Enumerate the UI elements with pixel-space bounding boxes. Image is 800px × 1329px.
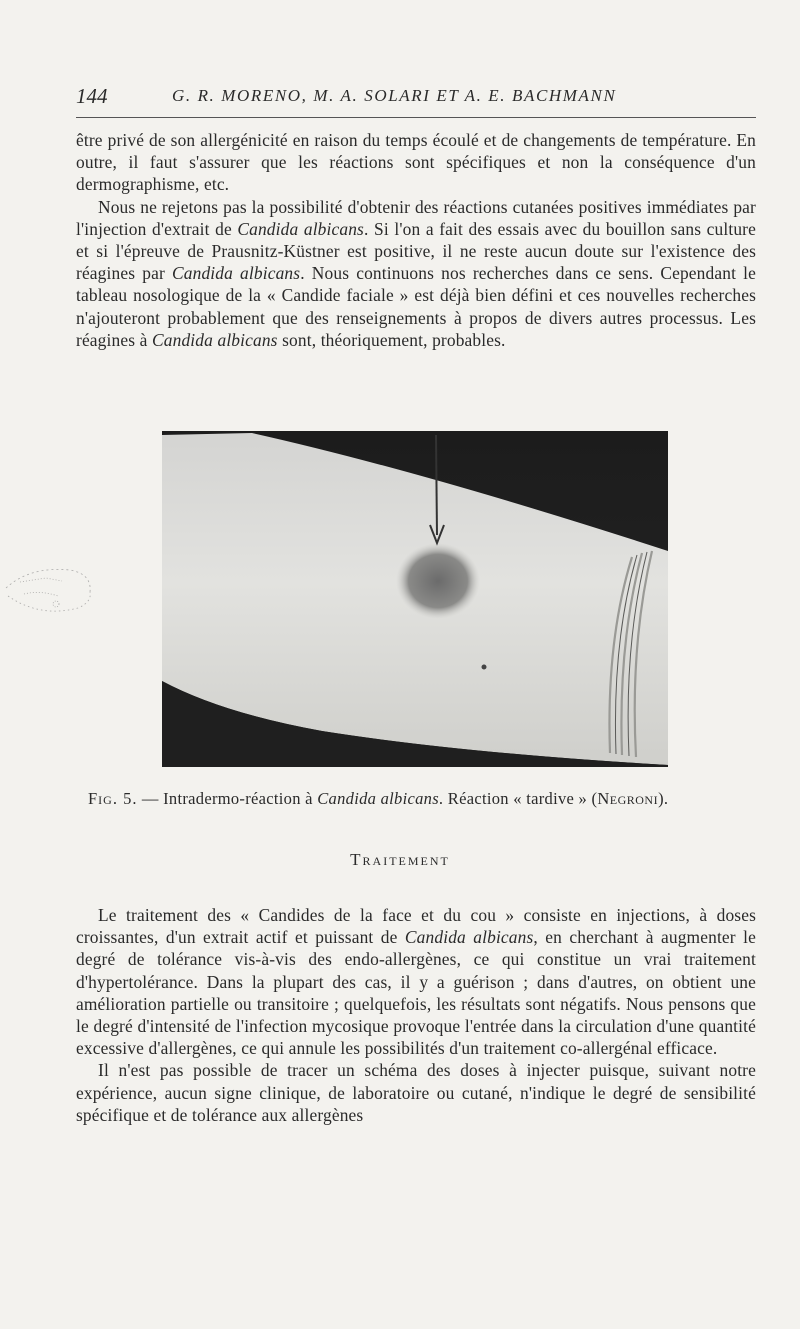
paragraph — [76, 1059, 756, 1126]
section-heading: Traitement — [350, 850, 450, 869]
text-run: Le traitement des « Candides de la face et du cou » consiste en injections, à doses croissantes, d'un extrait actif et puissant de — [76, 905, 756, 948]
caption-organism: Candida albicans — [317, 789, 439, 808]
paragraph — [76, 904, 756, 1059]
body-text-bottom — [76, 904, 756, 1126]
caption-text: Intradermo-réaction à — [163, 789, 318, 808]
text-run: Il n'est pas possible de tracer un schéma des doses à injecter puisque, suivant notre expérience, aucun signe clinique, de laboratoire ou cutané, n'indique le degré de sensibilité spécifique et de tolérance aux allergènes — [76, 1060, 756, 1125]
library-stamp — [0, 548, 98, 626]
text-run: sont, théoriquement, probables. — [277, 329, 506, 350]
figure-label: Fig. 5. — [88, 789, 138, 808]
text-run: . Nous continuons nos recherches dans ce sens. Cependant le tableau nosologique de la « Candide faciale » est déjà bien défini et ces nouvelles recherches n'ajouteront probablement que des renseignements à propos de divers autres processus. Les réagines à — [76, 263, 757, 350]
caption-end: ). — [658, 789, 669, 808]
italic-term: Candida albicans — [237, 218, 364, 239]
italic-term: Candida albicans — [404, 927, 534, 948]
caption-text-after: . Réaction « tardive » ( — [438, 789, 598, 808]
paragraph — [76, 196, 756, 351]
caption-credit: Negroni — [597, 789, 659, 808]
text-run: Nous ne rejetons pas la possibilité d'obtenir des réactions cutanées positives immédiates par l'injection d'extrait de — [76, 196, 756, 239]
running-head — [76, 84, 756, 114]
italic-term: Candida albicans — [152, 329, 278, 350]
text-run: , en cherchant à augmenter le degré de tolérance vis-à-vis des endo-allergènes, ce qui constitue un vrai traitement d'hypertolérance. Dans la plupart des cas, il y a guérison ; dans d'autres, on obtient une amélioration partielle ou transitoire ; quelquefois, les résultats sont négatifs. Nous pensons que le degré d'intensité de l'infection mycosique provoque l'entrée dans la circulation d'une quantité excessive d'allergènes, ce qui annule les possibilités d'un traitement co-allergénal efficace. — [76, 927, 756, 1059]
header-rule — [76, 117, 756, 118]
text-run: être privé de son allergénicité en raison du temps écoulé et de changements de température. En outre, il faut s'assurer que les réactions sont spécifiques et non la conséquence d'un dermographisme, etc. — [76, 130, 756, 195]
figure-5-photograph — [162, 431, 668, 767]
caption-dash: — — [137, 789, 164, 808]
page-number: 144 — [76, 84, 108, 108]
text-run: . Si l'on a fait des essais avec du bouillon sans culture et si l'épreuve de Prausnitz-Küstner est positive, il ne reste aucun doute sur l'existence des réagines par — [76, 218, 756, 284]
figure-caption — [88, 789, 768, 809]
italic-term: Candida albicans — [172, 263, 301, 284]
body-text-top — [76, 129, 756, 351]
running-head-authors: G. R. MORENO, M. A. SOLARI ET A. E. BACHMANN — [172, 86, 617, 105]
paragraph — [76, 129, 756, 196]
